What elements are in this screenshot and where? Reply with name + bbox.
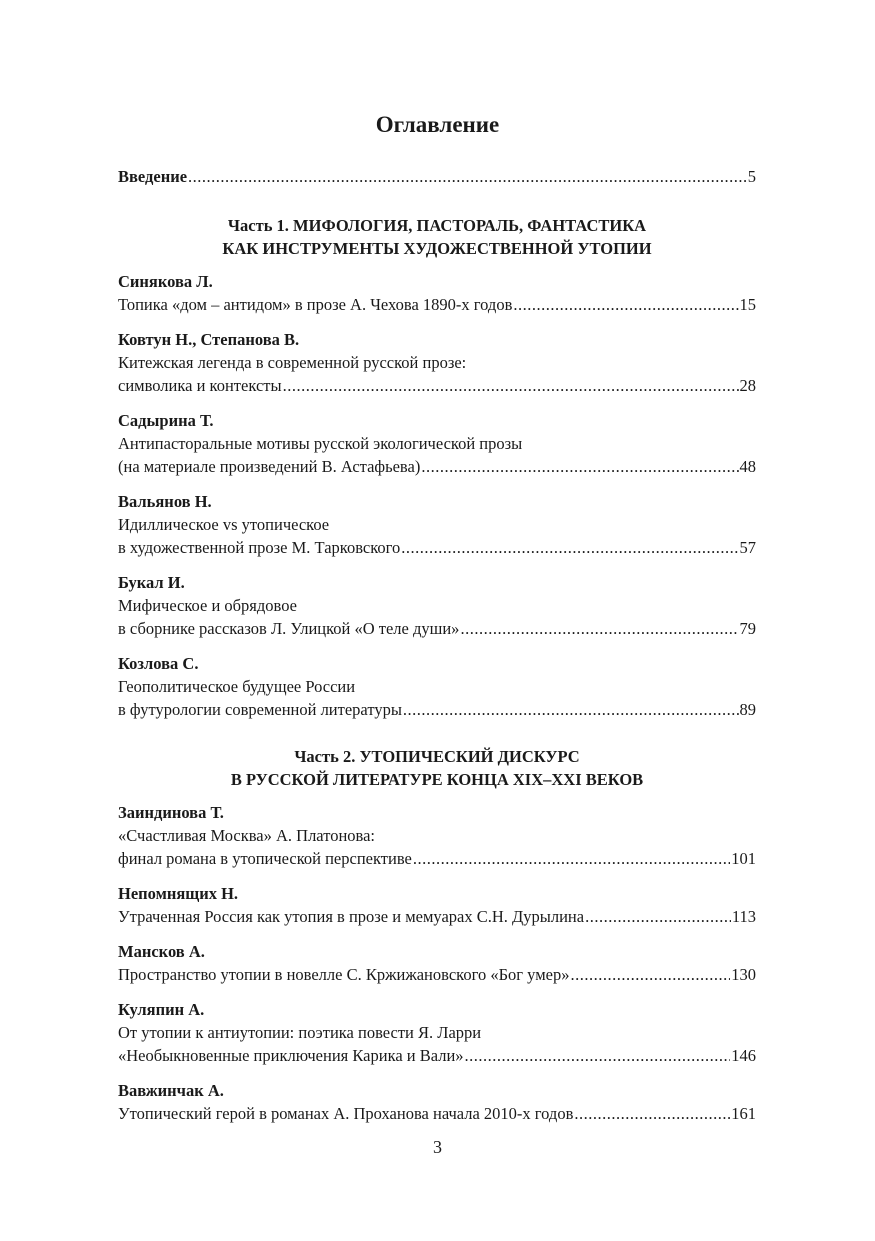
toc-entry[interactable] bbox=[118, 270, 756, 316]
entry-page: 28 bbox=[739, 376, 756, 395]
entry-page: 57 bbox=[739, 538, 756, 557]
page-number: 3 bbox=[433, 1137, 442, 1157]
dot-leader bbox=[188, 165, 747, 188]
entry-author: Ковтун Н., Степанова В. bbox=[118, 330, 300, 349]
entry-page: 48 bbox=[739, 457, 756, 476]
entry-author: Заиндинова Т. bbox=[118, 803, 224, 822]
entry-page: 101 bbox=[731, 849, 756, 868]
part-heading bbox=[118, 214, 756, 260]
dot-leader bbox=[401, 536, 738, 559]
entry-author: Вальянов Н. bbox=[118, 492, 212, 511]
dot-leader bbox=[585, 905, 731, 928]
entry-title-line: Утопический герой в романах А. Проханова начала 2010-х годов bbox=[118, 1104, 574, 1123]
part-heading-line: Часть 1. МИФОЛОГИЯ, ПАСТОРАЛЬ, ФАНТАСТИКА bbox=[227, 216, 647, 235]
intro-page: 5 bbox=[747, 167, 756, 186]
entry-title-line: в сборнике рассказов Л. Улицкой «О теле души» bbox=[118, 619, 460, 638]
toc-entry[interactable] bbox=[118, 998, 756, 1067]
entry-title-line: Китежская легенда в современной русской прозе: bbox=[118, 353, 467, 372]
part-heading-line: Часть 2. УТОПИЧЕСКИЙ ДИСКУРС bbox=[294, 747, 580, 766]
entry-title-line: Антипасторальные мотивы русской экологической прозы bbox=[118, 434, 523, 453]
toc-entry[interactable] bbox=[118, 940, 756, 986]
part-heading-line: КАК ИНСТРУМЕНТЫ ХУДОЖЕСТВЕННОЙ УТОПИИ bbox=[222, 239, 652, 258]
entry-last-line bbox=[118, 1044, 756, 1067]
entry-last-line bbox=[118, 905, 756, 928]
toc-entry[interactable] bbox=[118, 652, 756, 721]
entry-author: Куляпин А. bbox=[118, 1000, 205, 1019]
entry-page: 113 bbox=[731, 907, 756, 926]
entry-title-line: символика и контексты bbox=[118, 376, 282, 395]
entry-title-line: финал романа в утопической перспективе bbox=[118, 849, 412, 868]
entry-page: 146 bbox=[731, 1046, 756, 1065]
dot-leader bbox=[513, 293, 738, 316]
part-heading-line: В РУССКОЙ ЛИТЕРАТУРЕ КОНЦА XIX–XXI ВЕКОВ bbox=[230, 770, 644, 789]
entry-author: Козлова С. bbox=[118, 654, 199, 673]
toc-entry[interactable] bbox=[118, 490, 756, 559]
entry-title-line: в художественной прозе М. Тарковского bbox=[118, 538, 401, 557]
entry-title-line: «Необыкновенные приключения Карика и Вали» bbox=[118, 1046, 464, 1065]
entry-page: 79 bbox=[739, 619, 756, 638]
entry-title-line: Топика «дом – антидом» в прозе А. Чехова 1890-х годов bbox=[118, 295, 513, 314]
part-heading bbox=[118, 745, 756, 791]
dot-leader bbox=[283, 374, 739, 397]
entry-author: Непомнящих Н. bbox=[118, 884, 239, 903]
entry-author: Мансков А. bbox=[118, 942, 205, 961]
entry-title-line: От утопии к антиутопии: поэтика повести Я. Ларри bbox=[118, 1023, 482, 1042]
entry-last-line bbox=[118, 536, 756, 559]
entry-last-line bbox=[118, 374, 756, 397]
toc-entry[interactable] bbox=[118, 409, 756, 478]
entry-title-line: Геополитическое будущее России bbox=[118, 677, 356, 696]
dot-leader bbox=[421, 455, 738, 478]
entry-last-line bbox=[118, 293, 756, 316]
page-title: Оглавление bbox=[375, 112, 500, 137]
dot-leader bbox=[574, 1102, 730, 1125]
entry-last-line bbox=[118, 1102, 756, 1125]
table-of-contents bbox=[118, 165, 756, 1125]
toc-entry[interactable] bbox=[118, 328, 756, 397]
dot-leader bbox=[413, 847, 730, 870]
entry-title-line: «Счастливая Москва» А. Платонова: bbox=[118, 826, 376, 845]
entry-title-line: в футурологии современной литературы bbox=[118, 700, 402, 719]
entry-title-line: Пространство утопии в новелле С. Кржижановского «Бог умер» bbox=[118, 965, 570, 984]
intro-line[interactable] bbox=[118, 165, 756, 188]
intro-label: Введение bbox=[118, 167, 188, 186]
toc-entry[interactable] bbox=[118, 571, 756, 640]
entry-title-line: (на материале произведений В. Астафьева) bbox=[118, 457, 421, 476]
toc-entry[interactable] bbox=[118, 801, 756, 870]
entry-title-line: Идиллическое vs утопическое bbox=[118, 515, 330, 534]
entry-author: Вавжинчак А. bbox=[118, 1081, 224, 1100]
entry-page: 130 bbox=[731, 965, 756, 984]
entry-author: Синякова Л. bbox=[118, 272, 213, 291]
entry-last-line bbox=[118, 847, 756, 870]
entry-last-line bbox=[118, 617, 756, 640]
dot-leader bbox=[465, 1044, 731, 1067]
entry-title-line: Мифическое и обрядовое bbox=[118, 596, 297, 615]
entry-last-line bbox=[118, 698, 756, 721]
entry-title-line: Утраченная Россия как утопия в прозе и мемуарах С.Н. Дурылина bbox=[118, 907, 585, 926]
entry-last-line bbox=[118, 963, 756, 986]
entry-author: Садырина Т. bbox=[118, 411, 214, 430]
entry-page: 161 bbox=[731, 1104, 756, 1123]
entry-author: Букал И. bbox=[118, 573, 185, 592]
toc-entry[interactable] bbox=[118, 1079, 756, 1125]
entry-page: 89 bbox=[739, 700, 756, 719]
entry-page: 15 bbox=[739, 295, 756, 314]
dot-leader bbox=[460, 617, 738, 640]
entry-last-line bbox=[118, 455, 756, 478]
dot-leader bbox=[570, 963, 730, 986]
toc-entry[interactable] bbox=[118, 882, 756, 928]
dot-leader bbox=[403, 698, 739, 721]
